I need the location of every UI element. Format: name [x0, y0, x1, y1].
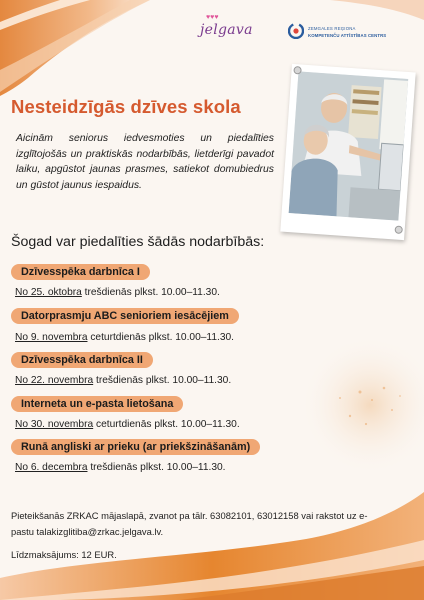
- session-4-title: Interneta un e-pasta lietošana: [11, 396, 183, 412]
- session-5-title: Runā angliski ar prieku (ar priekšzināšanām): [11, 439, 260, 455]
- session-5-schedule: [15, 462, 225, 473]
- session-4-date-link[interactable]: No 30. novembra: [15, 419, 94, 430]
- jelgava-logo-hearts: ♥♥♥: [206, 14, 219, 21]
- session-1-schedule: [15, 287, 220, 298]
- session-2-schedule: [15, 332, 234, 343]
- seniors-photo-frame: [280, 64, 415, 240]
- zrkac-logo: [288, 22, 406, 46]
- session-3-time: trešdienās plkst. 10.00–11.30.: [93, 375, 232, 386]
- session-3-title: Dzīvesspēka darbnīca II: [11, 352, 153, 368]
- zrkac-logo-line1: ZEMGALES REĢIONA: [308, 26, 356, 31]
- session-1-time: trešdienās plkst. 10.00–11.30.: [81, 287, 220, 298]
- seniors-at-computer-image: [289, 71, 409, 220]
- contact-info: Pieteikšanās ZRKAC mājaslapā, zvanot pa tālr. 63082101, 63012158 vai rakstot uz e-pastu talakizglitiba@zrkac.jelgava.lv.: [11, 510, 368, 537]
- session-4-schedule: [15, 419, 240, 430]
- jelgava-logo: [196, 14, 253, 48]
- session-5-date-link[interactable]: No 6. decembra: [15, 462, 88, 473]
- session-4-time: ceturtdienās plkst. 10.00–11.30.: [93, 419, 240, 430]
- session-2-title: Datorprasmju ABC senioriem iesācējiem: [11, 308, 239, 324]
- page-title: Nesteidzīgās dzīves skola: [11, 96, 241, 117]
- session-1-title: Dzīvesspēka darbnīca I: [11, 264, 150, 280]
- session-2-time: ceturtdienās plkst. 10.00–11.30.: [87, 332, 234, 343]
- session-5-time: trešdienās plkst. 10.00–11.30.: [87, 462, 226, 473]
- sessions-heading: Šogad var piedalīties šādās nodarbībās:: [11, 234, 265, 250]
- session-1-date-link[interactable]: No 25. oktobra: [15, 287, 82, 298]
- intro-paragraph: Aicinām seniorus iedvesmoties un piedalīties izglītojošās un praktiskās nodarbībās, lietderīgi pavadot laiku, apgūstot jaunas prasmes, satiekot domubiedrus un gūstot jaunus iespaidus.: [16, 133, 274, 191]
- price-info: Līdzmaksājums: 12 EUR.: [11, 549, 117, 560]
- session-2-date-link[interactable]: No 9. novembra: [15, 332, 88, 343]
- zrkac-logo-line2: KOMPETENČU ATTĪSTĪBAS CENTRS: [308, 33, 387, 38]
- jelgava-logo-text: jelgava: [200, 22, 253, 38]
- zrkac-emblem-icon: [288, 23, 304, 39]
- session-3-schedule: [15, 375, 231, 386]
- session-3-date-link[interactable]: No 22. novembra: [15, 375, 94, 386]
